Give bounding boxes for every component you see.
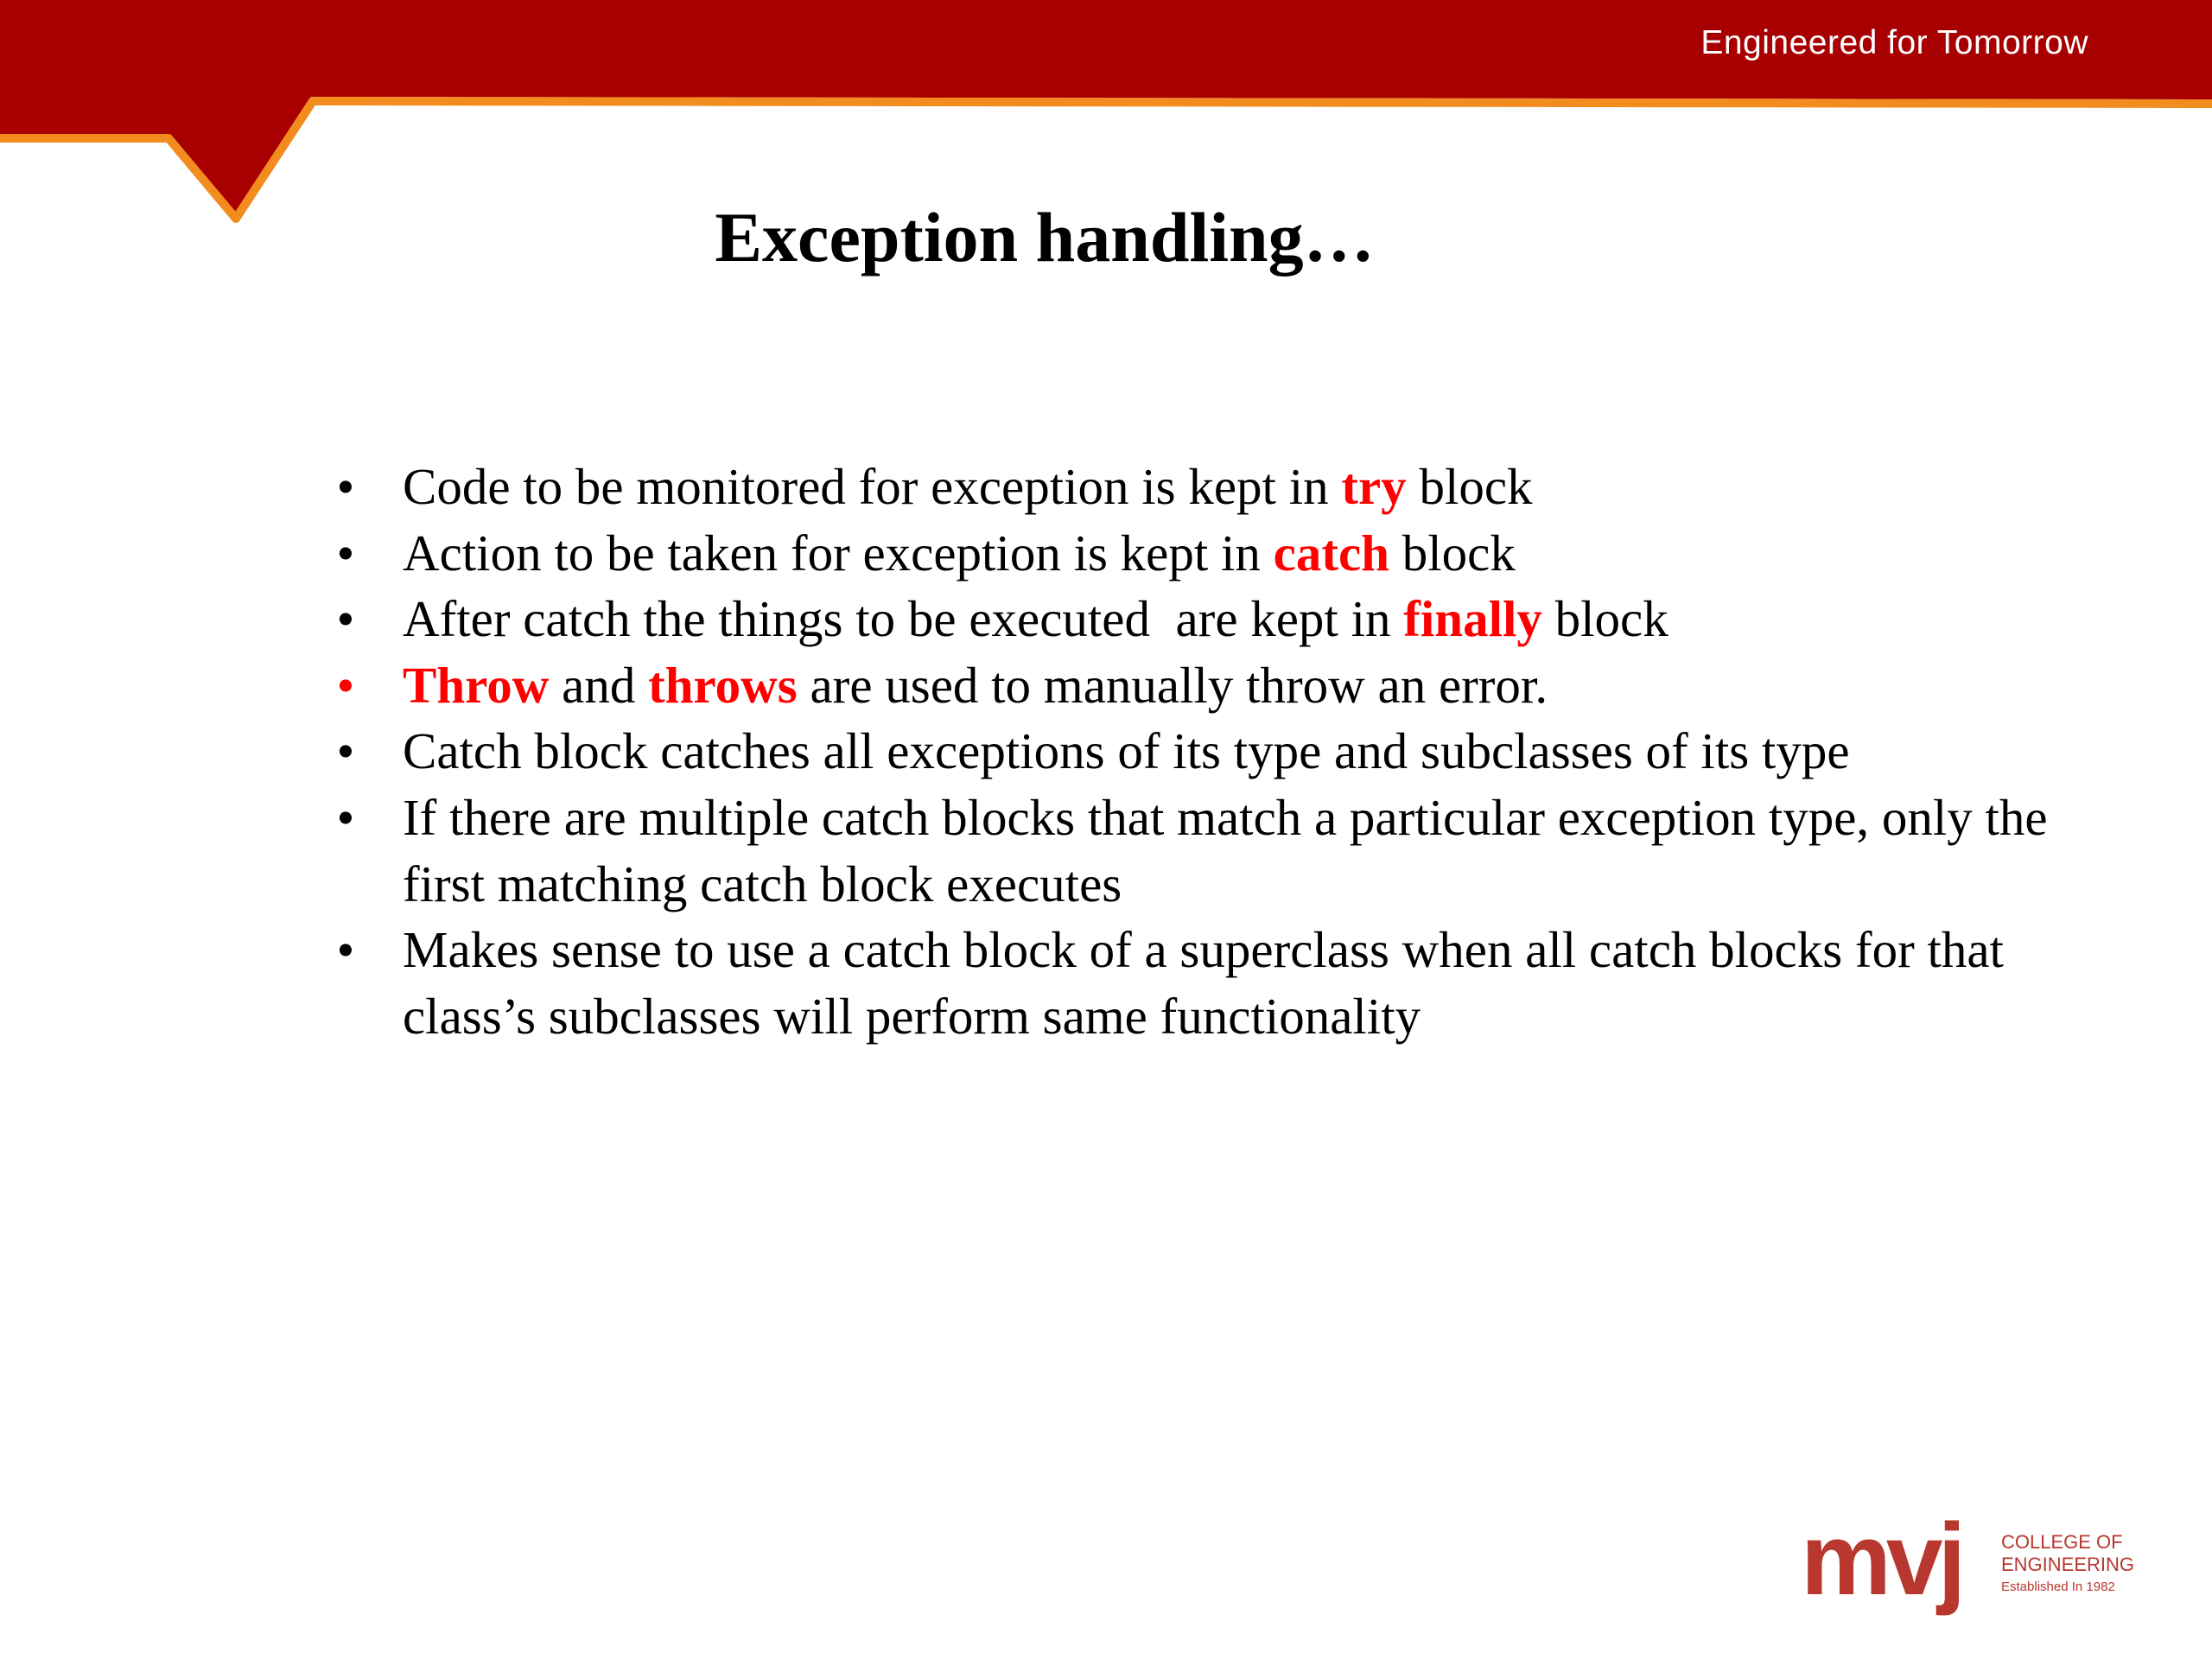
keyword-finally: finally [1403,590,1542,648]
bullet-item [328,718,2091,785]
keyword-catch: catch [1273,524,1389,582]
bullet-item [328,454,2091,520]
bullet-marker: • [336,656,355,714]
bullet-marker: • [336,458,355,515]
bullet-text: block [1541,590,1669,648]
bullet-item [328,917,2091,1049]
bullet-text: Action to be taken for exception is kept in [403,524,1274,582]
bullet-marker: • [336,921,355,979]
bullet-text: block [1406,458,1533,515]
bullet-text: block [1389,524,1516,582]
bullet-marker: • [336,590,355,648]
bullet-text: Makes sense to use a catch block of a superclass when all catch blocks for that class’s subclasses will perform same functionality [403,921,2004,1045]
bullet-text: and [549,656,649,714]
bullet-item [328,652,2091,719]
logo-line-engineering: ENGINEERING [2001,1554,2135,1575]
header-tagline: Engineered for Tomorrow [1700,24,2088,61]
logo-line-established: Established In 1982 [2001,1580,2115,1594]
bullet-list [328,454,2091,1049]
bullet-item [328,785,2091,917]
bullet-text: are used to manually throw an error. [797,656,1548,714]
keyword-throw: Throw [403,656,550,714]
bullet-marker: • [336,524,355,582]
bullet-text: After catch the things to be executed are kept in [403,590,1404,648]
keyword-try: try [1341,458,1407,515]
logo-wordmark: mvj [1801,1503,1961,1617]
bullet-marker: • [336,788,355,846]
bullet-text: Code to be monitored for exception is kept in [403,458,1342,515]
keyword-throws: throws [648,656,798,714]
bullet-marker: • [336,722,355,780]
bullet-text: Catch block catches all exceptions of its type and subclasses of its type [403,722,1850,780]
bullet-text: If there are multiple catch blocks that match a particular exception type, only the first matching catch block executes [403,788,2048,912]
slide-title: Exception handling… [715,198,1375,276]
bullet-item [328,520,2091,587]
bullet-item [328,586,2091,652]
logo-line-college: COLLEGE OF [2001,1531,2123,1553]
